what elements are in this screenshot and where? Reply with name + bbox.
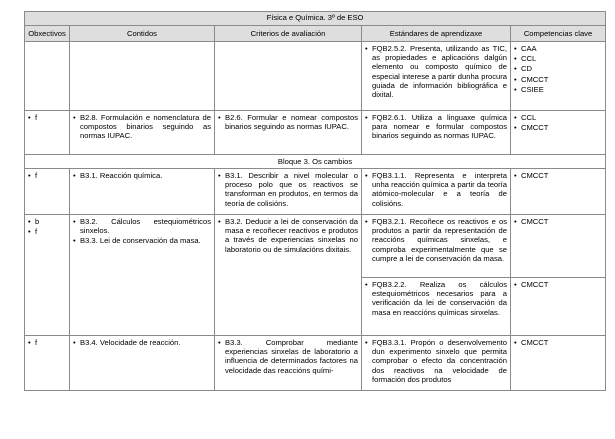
list-item: • CAA (514, 44, 602, 53)
list-item: • CCL (514, 113, 602, 122)
cell-criterios (215, 169, 362, 215)
list-item: • CD (514, 64, 602, 73)
list-item: • f (28, 113, 66, 122)
table-title-row (25, 12, 606, 26)
table-row (25, 336, 606, 391)
cell-competencias (511, 169, 606, 215)
cell-estandares (362, 336, 511, 391)
list-item: • CMCCT (514, 123, 602, 132)
cell-estandares (362, 42, 511, 111)
cell-contidos (70, 42, 215, 111)
cell-estandares (362, 169, 511, 215)
list-item: • b (28, 217, 66, 226)
cell-competencias (511, 215, 606, 278)
cell-contidos (70, 336, 215, 391)
block-title-row (25, 155, 606, 169)
cell-contidos (70, 111, 215, 155)
header-estandares: Estándares de aprendizaxe (362, 26, 511, 42)
block-title: Bloque 3. Os cambios (25, 155, 606, 169)
list-item: • B3.4. Velocidade de reacción. (73, 338, 211, 347)
list-item: • B3.2. Cálculos estequiométricos sinxelos. (73, 217, 211, 235)
curriculum-table (24, 11, 606, 391)
cell-obxectivos (25, 42, 70, 111)
table-header-row (25, 26, 606, 42)
cell-criterios (215, 336, 362, 391)
list-item: • FQB3.3.1. Propón o desenvolvemento dun experimento sinxelo que permita comprobar o efecto da concentración dos reactivos na velocidade de formación dos produtos (365, 338, 507, 384)
cell-obxectivos (25, 215, 70, 336)
cell-obxectivos (25, 336, 70, 391)
list-item: • FQB3.1.1. Representa e interpreta unha reacción química a partir da teoría atómico-molecular e a teoría de colisións. (365, 171, 507, 208)
list-item: • B3.3. Lei de conservación da masa. (73, 236, 211, 245)
cell-criterios (215, 215, 362, 336)
list-item: • CCL (514, 54, 602, 63)
list-item: • f (28, 171, 66, 180)
header-competencias: Competencias clave (511, 26, 606, 42)
list-item: • B3.2. Deducir a lei de conservación da masa e recoñecer reactivos e produtos a través de experiencias sinxelas no laboratorio ou de simulacións dixitais. (218, 217, 358, 254)
list-item: • FQB2.6.1. Utiliza a linguaxe química para nomear e formular compostos binarios seguindo as normas IUPAC. (365, 113, 507, 141)
table-row (25, 111, 606, 155)
cell-contidos (70, 169, 215, 215)
cell-competencias (511, 336, 606, 391)
cell-estandares (362, 278, 511, 336)
list-item: • B3.1. Describir a nivel molecular o proceso polo que os reactivos se transforman en produtos, en termos da teoría de colisións. (218, 171, 358, 208)
cell-competencias (511, 42, 606, 111)
cell-competencias (511, 278, 606, 336)
list-item: • B2.6. Formular e nomear compostos binarios seguindo as normas IUPAC. (218, 113, 358, 131)
list-item: • f (28, 227, 66, 236)
header-criterios: Criterios de avaliación (215, 26, 362, 42)
list-item: • CMCCT (514, 338, 602, 347)
header-contidos: Contidos (70, 26, 215, 42)
list-item: • CMCCT (514, 217, 602, 226)
table-title: Física e Química. 3º de ESO (25, 12, 606, 26)
list-item: • FQB3.2.2. Realiza os cálculos estequiométricos necesarios para a verificación da lei de conservación da masa en reaccións químicas sinxelas. (365, 280, 507, 317)
cell-obxectivos (25, 111, 70, 155)
list-item: • f (28, 338, 66, 347)
header-obxectivos: Obxectivos (25, 26, 70, 42)
list-item: • FQB3.2.1. Recoñece os reactivos e os produtos a partir da representación de reaccións químicas sinxelas, e comproba experimentalmente que se cumpre a lei de conservación da masa. (365, 217, 507, 263)
list-item: • FQB2.5.2. Presenta, utilizando as TIC, as propiedades e aplicacións dalgún elemento ou composto químico de especial interese a partir dunha procura guiada de información bibliográfica e dixital. (365, 44, 507, 99)
cell-criterios (215, 42, 362, 111)
list-item: • B3.1. Reacción química. (73, 171, 211, 180)
cell-competencias (511, 111, 606, 155)
list-item: • B3.3. Comprobar mediante experiencias sinxelas de laboratorio a influencia de determinados factores na velocidade das reaccións quími- (218, 338, 358, 375)
curriculum-document (24, 11, 605, 415)
list-item: • CSIEE (514, 85, 602, 94)
cell-contidos (70, 215, 215, 336)
list-item: • CMCCT (514, 280, 602, 289)
cell-criterios (215, 111, 362, 155)
list-item: • B2.8. Formulación e nomenclatura de compostos binarios seguindo as normas IUPAC. (73, 113, 211, 141)
cell-obxectivos (25, 169, 70, 215)
list-item: • CMCCT (514, 171, 602, 180)
table-row (25, 169, 606, 215)
table-row (25, 42, 606, 111)
cell-estandares (362, 215, 511, 278)
table-row (25, 215, 606, 278)
cell-estandares (362, 111, 511, 155)
list-item: • CMCCT (514, 75, 602, 84)
